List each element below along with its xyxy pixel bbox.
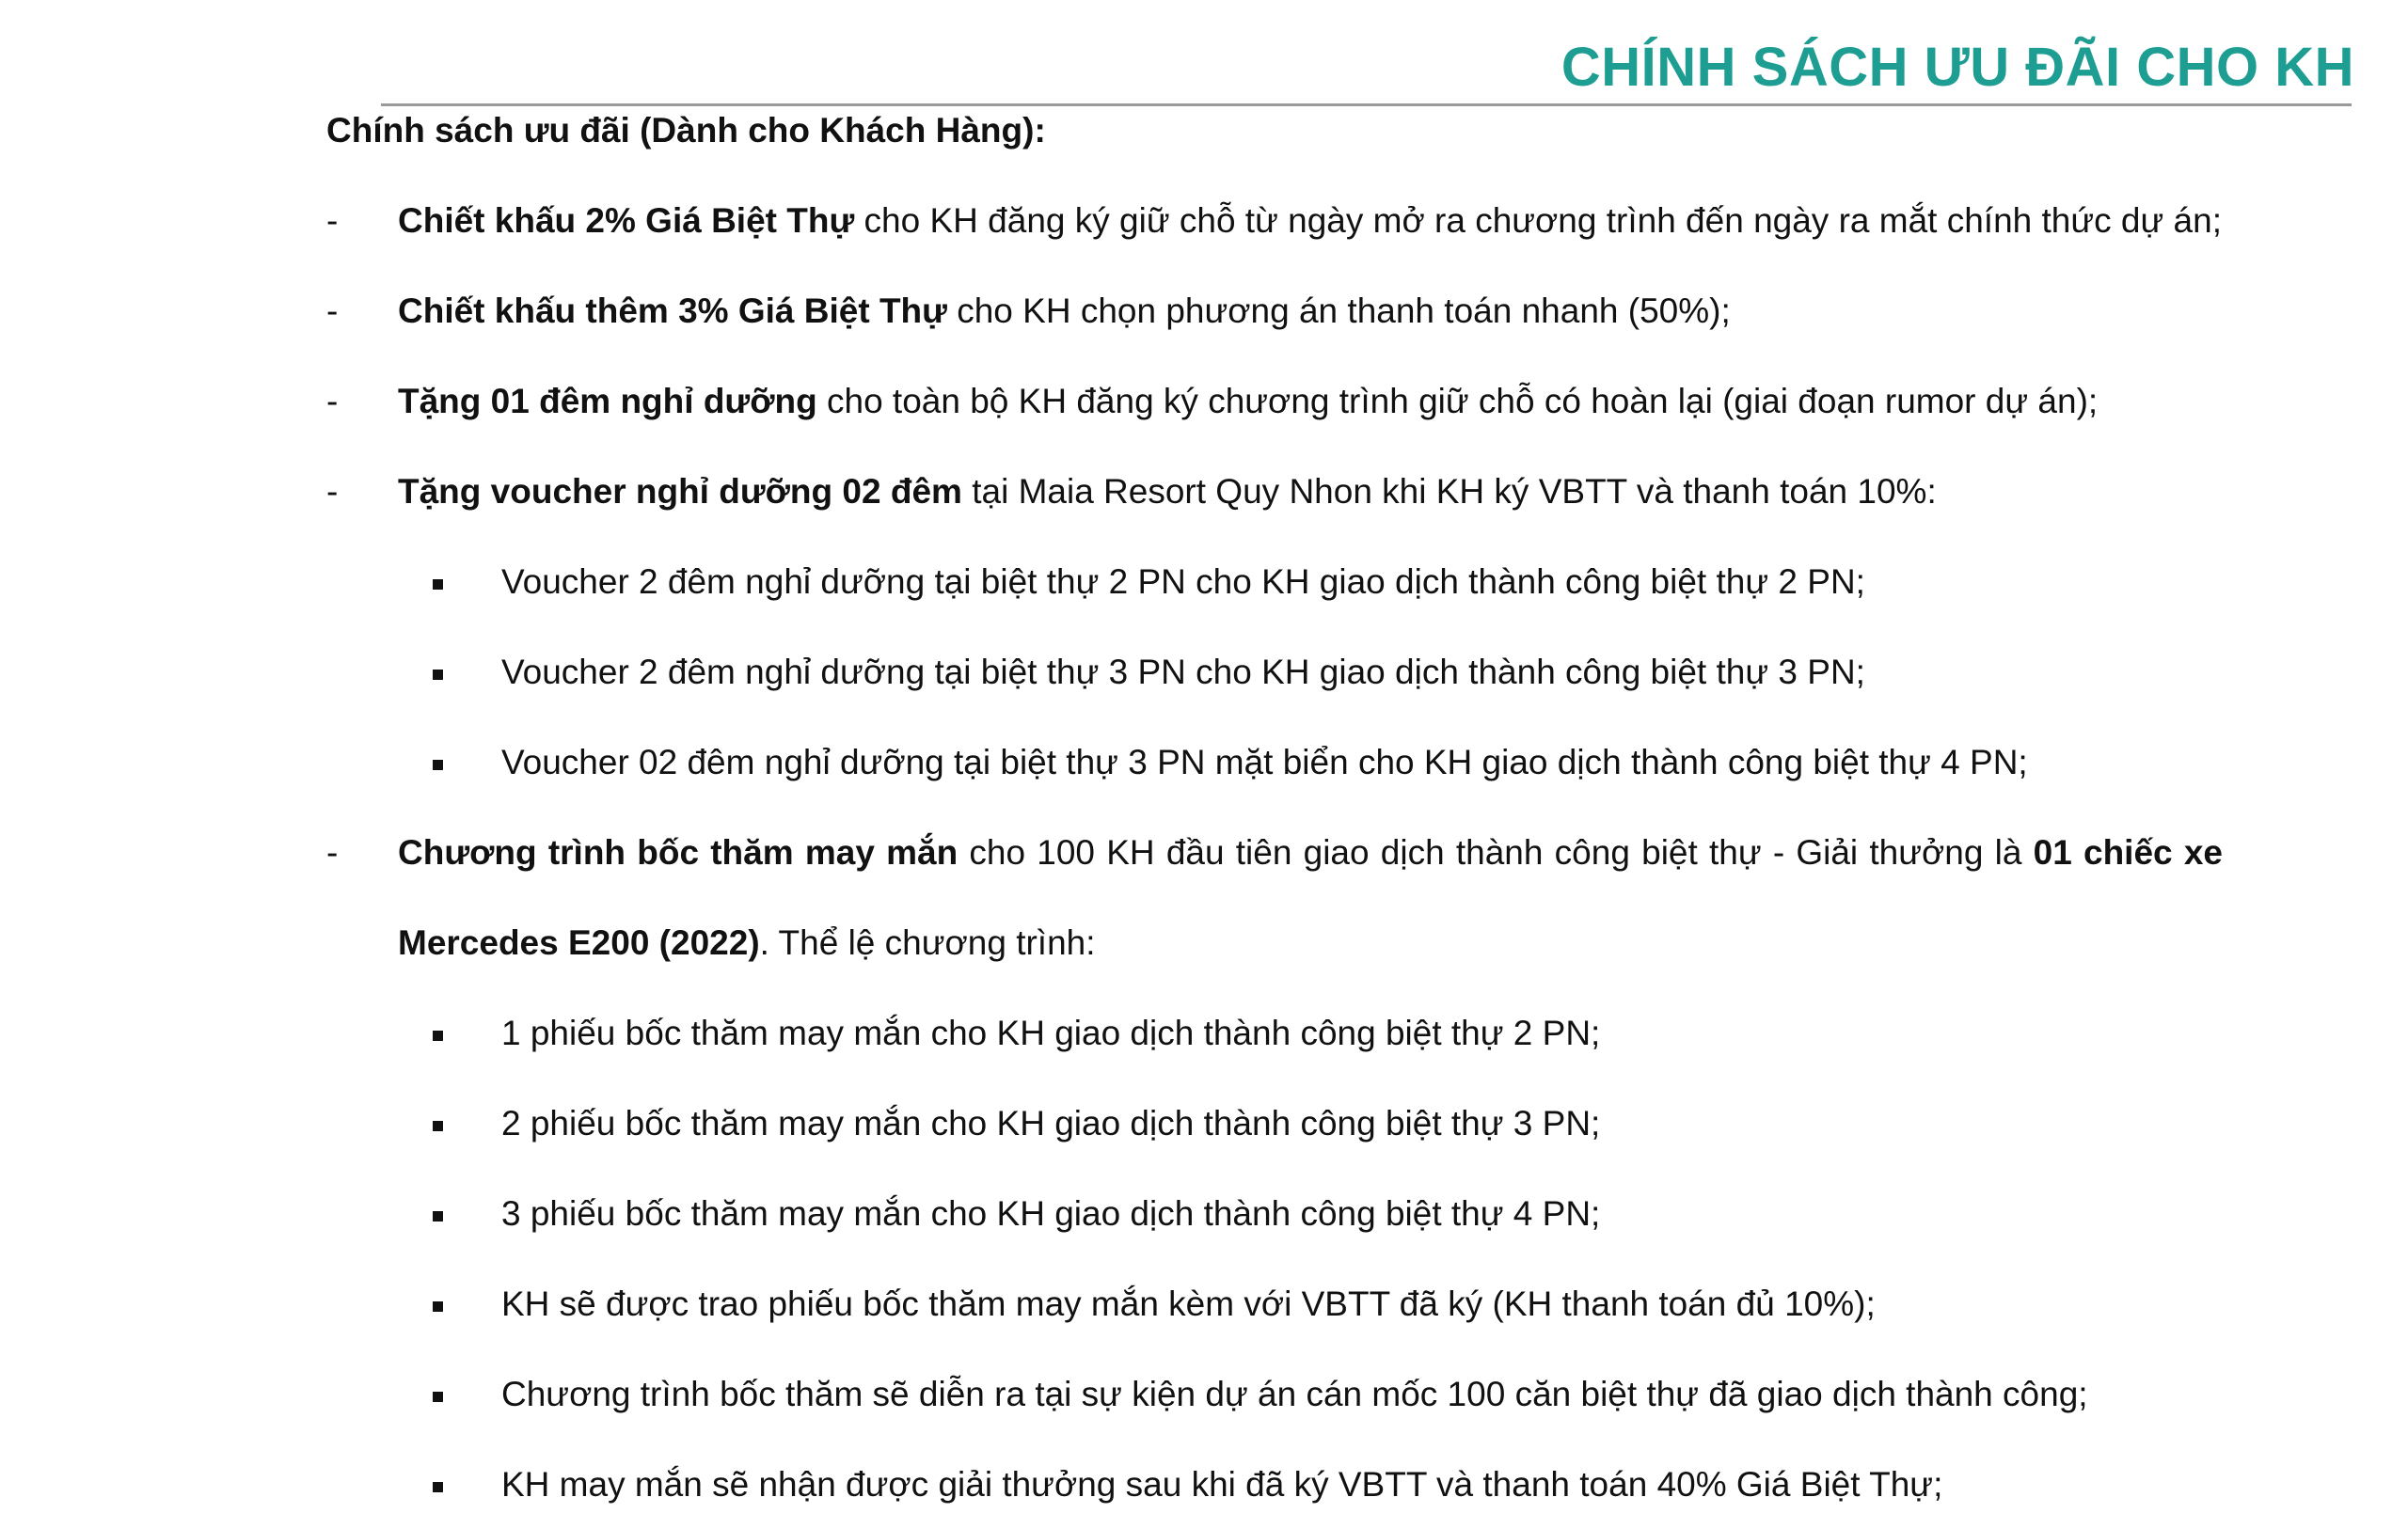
sub-item-text: Voucher 02 đêm nghỉ dưỡng tại biệt thự 3 PN mặt biển cho KH giao dịch thành công biệt thự 4 PN; [501,743,2028,781]
square-bullet-icon [433,1284,461,1324]
sub-item-text: 3 phiếu bốc thăm may mắn cho KH giao dịch thành công biệt thự 4 PN; [501,1194,1601,1233]
sub-item-text: 1 phiếu bốc thăm may mắn cho KH giao dịch thành công biệt thự 2 PN; [501,1014,1601,1052]
sub-item-text: 2 phiếu bốc thăm may mắn cho KH giao dịch thành công biệt thự 3 PN; [501,1104,1601,1143]
square-bullet-icon [433,1465,461,1505]
item-text: cho 100 KH đầu tiên giao dịch thành công biệt thự - Giải thưởng là [958,833,2034,872]
dash-marker: - [326,292,339,330]
item-bold: Chiết khấu thêm 3% Giá Biệt Thự [398,292,947,330]
lucky-draw-line-2 [398,923,1096,963]
item-bold: Mercedes E200 (2022) [398,923,760,962]
item-text: tại Maia Resort Quy Nhon khi KH ký VBTT và thanh toán 10%: [961,472,1937,511]
dash-marker: - [326,382,339,420]
square-bullet-icon [433,1194,461,1234]
dash-marker: - [326,833,339,872]
page-title: CHÍNH SÁCH ƯU ĐÃI CHO KH [1560,37,2354,98]
item-text: cho KH chọn phương án thanh toán nhanh (50%); [946,292,1731,330]
sub-item-text: KH may mắn sẽ nhận được giải thưởng sau khi đã ký VBTT và thanh toán 40% Giá Biệt Thự; [501,1465,1943,1504]
dash-marker: - [326,201,339,240]
sub-item-text: Voucher 2 đêm nghỉ dưỡng tại biệt thự 2 PN cho KH giao dịch thành công biệt thự 2 PN; [501,562,1865,601]
square-bullet-icon [433,653,461,692]
square-bullet-icon [433,1104,461,1143]
item-text: cho KH đăng ký giữ chỗ từ ngày mở ra chương trình đến ngày ra mắt chính thức dự án; [854,201,2222,240]
item-text: cho toàn bộ KH đăng ký chương trình giữ chỗ có hoàn lại (giai đoạn rumor dự án); [816,382,2099,420]
item-bold: 01 chiếc xe [2033,833,2223,872]
square-bullet-icon [433,1014,461,1053]
sub-item-text: Voucher 2 đêm nghỉ dưỡng tại biệt thự 3 PN cho KH giao dịch thành công biệt thự 3 PN; [501,653,1865,691]
lucky-draw-line-1 [398,833,2223,873]
square-bullet-icon [433,1375,461,1414]
item-bold: Tặng voucher nghỉ dưỡng 02 đêm [398,472,962,511]
item-bold: Tặng 01 đêm nghỉ dưỡng [398,382,817,420]
sub-item-text: KH sẽ được trao phiếu bốc thăm may mắn kèm với VBTT đã ký (KH thanh toán đủ 10%); [501,1284,1876,1323]
intro-heading: Chính sách ưu đãi (Dành cho Khách Hàng): [326,111,1046,150]
sub-item-text: Chương trình bốc thăm sẽ diễn ra tại sự kiện dự án cán mốc 100 căn biệt thự đã giao dịch thành công; [501,1375,2088,1413]
item-bold: Chương trình bốc thăm may mắn [398,833,958,872]
square-bullet-icon [433,743,461,782]
item-bold: Chiết khấu 2% Giá Biệt Thự [398,201,855,240]
item-text: . Thể lệ chương trình: [759,923,1096,962]
header-divider [381,103,2352,106]
square-bullet-icon [433,562,461,602]
dash-marker: - [326,472,339,511]
